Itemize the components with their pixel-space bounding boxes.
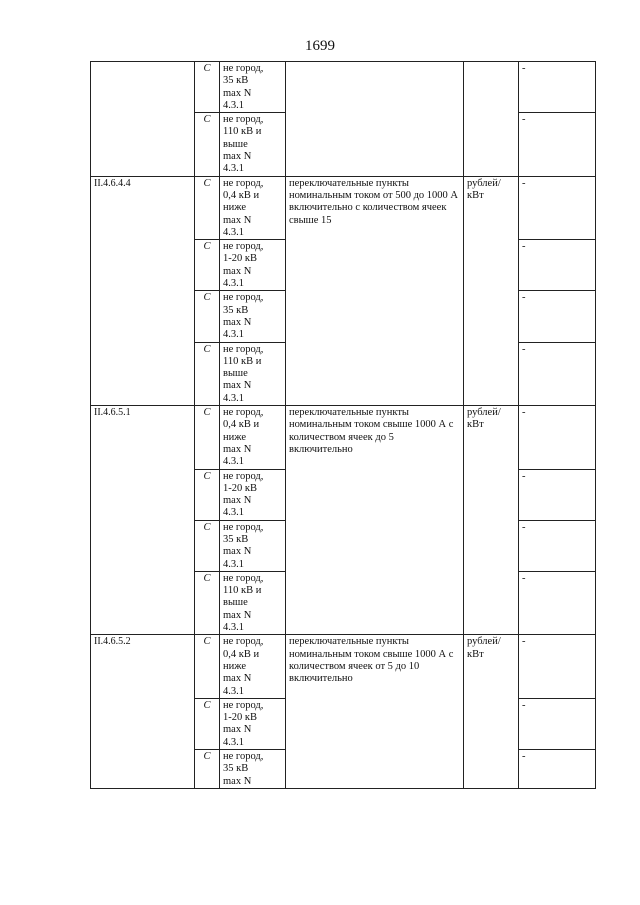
table-row [91, 62, 596, 113]
description-cell: переключательные пункты номинальным током свыше 1000 А с количеством ячеек до 5 включительно [286, 406, 464, 635]
condition-line: не город, [223, 241, 264, 253]
condition-line: max N [223, 775, 252, 787]
unit-cell [464, 62, 519, 177]
condition-line: 4.3.1 [223, 392, 244, 404]
condition-line: не город, [223, 114, 264, 126]
condition-line: 1-20 кВ [223, 712, 257, 724]
category-cell: C [195, 113, 220, 176]
description-cell [286, 62, 464, 177]
condition-line: 4.3.1 [223, 685, 244, 697]
category-cell: C [195, 291, 220, 342]
category-cell: C [195, 635, 220, 698]
condition-line: 0,4 кВ и [223, 648, 260, 660]
item-code-cell: II.4.6.4.4 [91, 176, 195, 405]
condition-line: ниже [223, 431, 247, 443]
condition-line: 35 кВ [223, 533, 249, 545]
condition-cell [220, 406, 286, 469]
category-cell: C [195, 342, 220, 405]
condition-line: 35 кВ [223, 763, 249, 775]
condition-cell [220, 113, 286, 176]
category-cell: C [195, 698, 220, 749]
table-row [91, 406, 596, 469]
description-cell: переключательные пункты номинальным током свыше 1000 А с количеством ячеек от 5 до 10 включительно [286, 635, 464, 789]
condition-line: max N [223, 609, 252, 621]
condition-line: ниже [223, 202, 247, 214]
condition-line: не город, [223, 407, 264, 419]
category-cell: C [195, 406, 220, 469]
category-cell: C [195, 750, 220, 789]
condition-cell [220, 750, 286, 789]
condition-line: 4.3.1 [223, 456, 244, 468]
condition-line: max N [223, 724, 252, 736]
value-cell: - [519, 342, 596, 405]
condition-line: max N [223, 151, 252, 163]
condition-line: 110 кВ и [223, 585, 262, 597]
category-cell: C [195, 176, 220, 239]
condition-line: 4.3.1 [223, 278, 244, 290]
value-cell: - [519, 698, 596, 749]
category-cell: C [195, 62, 220, 113]
category-cell: C [195, 469, 220, 520]
condition-cell [220, 291, 286, 342]
value-cell: - [519, 62, 596, 113]
value-cell: - [519, 635, 596, 698]
condition-line: 1-20 кВ [223, 253, 257, 265]
description-cell: переключательные пункты номинальным током от 500 до 1000 А включительно с количеством ячеек свыше 15 [286, 176, 464, 405]
condition-line: 4.3.1 [223, 558, 244, 570]
condition-line: 4.3.1 [223, 507, 244, 519]
condition-line: 4.3.1 [223, 622, 244, 634]
condition-line: не город, [223, 521, 264, 533]
condition-line: не город, [223, 699, 264, 711]
item-code-cell: II.4.6.5.1 [91, 406, 195, 635]
condition-cell [220, 469, 286, 520]
condition-line: не город, [223, 751, 264, 763]
condition-line: 4.3.1 [223, 736, 244, 748]
item-code-cell [91, 62, 195, 177]
condition-line: max N [223, 214, 252, 226]
condition-line: 0,4 кВ и [223, 189, 260, 201]
condition-line: ниже [223, 660, 247, 672]
value-cell: - [519, 750, 596, 789]
condition-line: max N [223, 495, 252, 507]
value-cell: - [519, 113, 596, 176]
condition-line: не город, [223, 177, 264, 189]
category-cell: C [195, 520, 220, 571]
unit-cell: рублей/кВт [464, 406, 519, 635]
table-row [91, 176, 596, 239]
value-cell: - [519, 406, 596, 469]
condition-cell [220, 698, 286, 749]
page-number: 1699 [305, 38, 335, 54]
condition-line: выше [223, 138, 248, 150]
tariff-table [90, 61, 596, 789]
condition-line: 110 кВ и [223, 355, 262, 367]
condition-cell [220, 176, 286, 239]
condition-line: 35 кВ [223, 75, 249, 87]
condition-line: не город, [223, 343, 264, 355]
condition-line: не город, [223, 470, 264, 482]
tariff-table-body [91, 62, 596, 789]
category-cell: C [195, 240, 220, 291]
condition-line: 110 кВ и [223, 126, 262, 138]
condition-line: 35 кВ [223, 304, 249, 316]
value-cell: - [519, 520, 596, 571]
condition-line: max N [223, 265, 252, 277]
condition-line: max N [223, 443, 252, 455]
condition-line: 1-20 кВ [223, 482, 257, 494]
table-row [91, 635, 596, 698]
item-code-cell: II.4.6.5.2 [91, 635, 195, 789]
condition-line: max N [223, 87, 252, 99]
condition-cell [220, 571, 286, 634]
unit-cell: рублей/кВт [464, 176, 519, 405]
value-cell: - [519, 291, 596, 342]
condition-cell [220, 62, 286, 113]
condition-line: 4.3.1 [223, 329, 244, 341]
value-cell: - [519, 571, 596, 634]
value-cell: - [519, 176, 596, 239]
condition-line: max N [223, 316, 252, 328]
value-cell: - [519, 240, 596, 291]
condition-line: 0,4 кВ и [223, 419, 260, 431]
condition-line: 4.3.1 [223, 99, 244, 111]
condition-cell [220, 240, 286, 291]
condition-line: max N [223, 380, 252, 392]
condition-line: max N [223, 546, 252, 558]
condition-line: не город, [223, 572, 264, 584]
condition-cell [220, 342, 286, 405]
unit-cell: рублей/кВт [464, 635, 519, 789]
condition-line: выше [223, 368, 248, 380]
condition-line: не город, [223, 292, 264, 304]
condition-line: max N [223, 673, 252, 685]
condition-line: не город, [223, 636, 264, 648]
condition-cell [220, 520, 286, 571]
condition-line: 4.3.1 [223, 226, 244, 238]
value-cell: - [519, 469, 596, 520]
condition-line: выше [223, 597, 248, 609]
condition-line: не город, [223, 63, 264, 74]
condition-cell [220, 635, 286, 698]
condition-line: 4.3.1 [223, 163, 244, 175]
category-cell: C [195, 571, 220, 634]
